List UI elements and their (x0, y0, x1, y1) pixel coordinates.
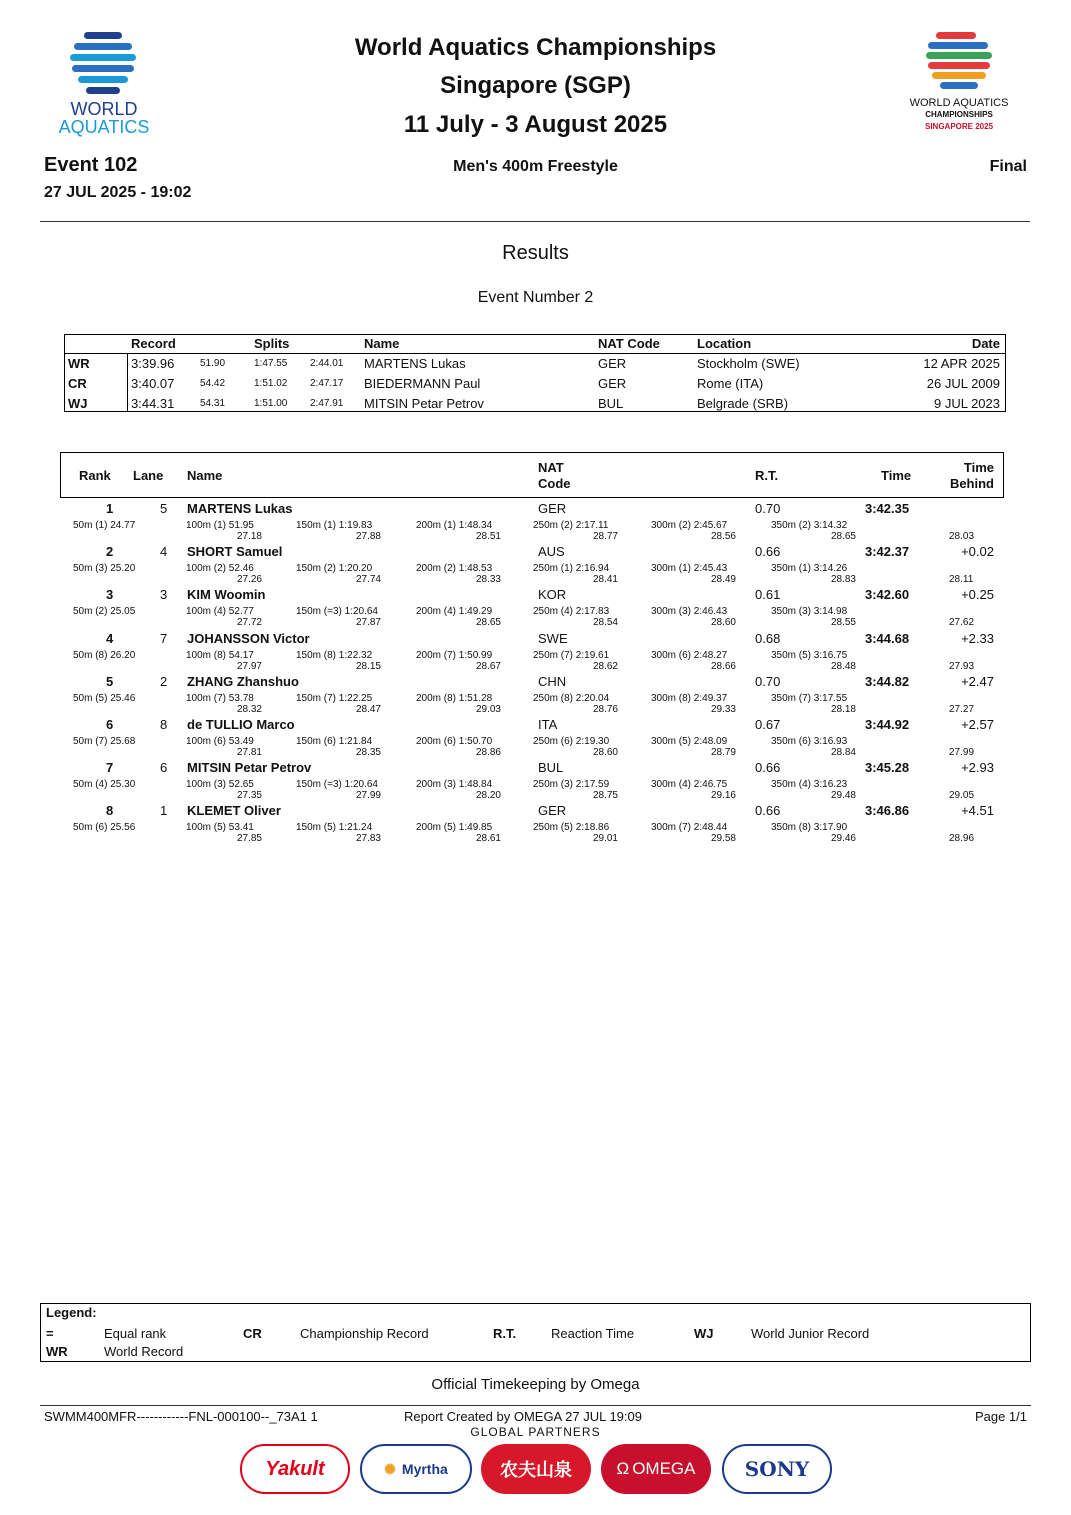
split-cumulative: 150m (2) 1:20.20 (296, 563, 373, 575)
split-lap: 28.18 (830, 703, 856, 715)
records-header-location: Location (697, 336, 752, 351)
result-reaction-time: 0.66 (755, 544, 781, 560)
results-heading: Results (502, 242, 569, 264)
result-time: 3:44.82 (865, 673, 910, 689)
report-code: SWMM400MFR------------FNL-000100--_73A1 1 (44, 1409, 318, 1424)
partner-myrtha-label: Myrtha (401, 1461, 448, 1477)
split-lap: 28.35 (355, 747, 381, 758)
footer-divider (40, 1405, 1031, 1406)
split-lap: 28.76 (592, 703, 618, 715)
legend-value-wj: World Junior Record (751, 1326, 870, 1341)
col-nat: NAT (538, 460, 564, 475)
record-split-3: 2:47.17 (310, 378, 344, 389)
split-lap: 27.83 (355, 833, 381, 845)
result-nat: GER (538, 501, 567, 516)
logo-text-world: WORLD (70, 99, 138, 119)
record-date: 12 APR 2025 (923, 356, 1000, 371)
record-nat: GER (598, 376, 627, 391)
split-cumulative: 250m (2) 2:17.11 (533, 520, 609, 531)
col-time-behind-1: Time (963, 460, 994, 475)
split-lap: 28.83 (830, 574, 856, 586)
result-rank: 3 (106, 587, 114, 603)
split-cumulative: 250m (8) 2:20.04 (533, 692, 610, 704)
split-lap: 28.49 (710, 574, 736, 586)
page-number: Page 1/1 (974, 1409, 1027, 1424)
record-split-2: 1:47.55 (254, 358, 288, 369)
split-cumulative: 350m (5) 3:16.75 (771, 649, 848, 661)
result-time: 3:42.37 (865, 544, 910, 560)
record-time: 3:40.07 (131, 376, 175, 391)
split-lap: 28.79 (710, 747, 736, 758)
split-cumulative: 100m (5) 53.41 (186, 822, 254, 834)
split-lap: 27.97 (236, 660, 262, 672)
split-cumulative: 200m (4) 1:49.29 (416, 606, 493, 618)
col-code: Code (538, 476, 571, 491)
result-time: 3:42.60 (865, 587, 910, 603)
split-lap: 27.87 (355, 617, 381, 629)
result-nat: SWE (538, 630, 568, 646)
split-cumulative: 300m (7) 2:48.44 (651, 822, 728, 834)
split-cumulative: 350m (7) 3:17.55 (771, 692, 848, 704)
split-lap: 28.41 (592, 574, 618, 586)
result-time-behind: +4.51 (961, 803, 994, 819)
result-reaction-time: 0.67 (755, 717, 781, 732)
legend-title: Legend: (46, 1305, 97, 1320)
split-cumulative: 150m (7) 1:22.25 (296, 692, 373, 704)
split-cumulative: 300m (3) 2:46.43 (651, 606, 728, 618)
split-cumulative: 300m (6) 2:48.27 (651, 649, 728, 661)
split-cumulative: 350m (4) 3:16.23 (771, 779, 848, 791)
partner-sony-label: SONY (744, 1457, 810, 1481)
split-cumulative: 300m (2) 2:45.67 (651, 520, 728, 531)
split-last-lap: 28.96 (949, 833, 975, 845)
championships-logo (888, 30, 1030, 138)
split-lap: 27.85 (236, 833, 262, 845)
split-lap: 28.32 (236, 703, 262, 715)
split-lap: 28.51 (475, 531, 501, 542)
split-lap: 28.65 (475, 617, 501, 629)
result-time: 3:42.35 (865, 501, 910, 516)
champ-logo-line3: SINGAPORE 2025 (924, 122, 994, 131)
split-lap: 28.33 (475, 574, 501, 586)
result-reaction-time: 0.68 (755, 630, 781, 646)
record-split-3: 2:47.91 (310, 398, 344, 409)
result-lane: 1 (160, 803, 168, 819)
result-rank: 4 (106, 630, 114, 646)
split-lap: 28.66 (710, 660, 736, 672)
split-cumulative: 100m (3) 52.65 (186, 779, 254, 791)
sun-icon: ✺ (384, 1460, 396, 1477)
event-date: 27 JUL 2025 - 19:02 (44, 184, 192, 201)
result-nat: CHN (538, 673, 567, 689)
split-cumulative: 150m (=3) 1:20.64 (296, 779, 378, 791)
col-name: Name (187, 468, 223, 483)
legend-key-wr: WR (46, 1344, 68, 1359)
split-cumulative: 250m (1) 2:16.94 (533, 563, 610, 575)
result-reaction-time: 0.61 (755, 587, 781, 603)
legend-box (40, 1303, 1031, 1362)
result-time-behind: +2.93 (961, 760, 994, 776)
records-header-divider (65, 353, 1005, 354)
legend-key-wj: WJ (694, 1326, 714, 1341)
result-rank: 7 (106, 760, 114, 776)
result-time: 3:46.86 (865, 803, 910, 819)
partner-myrtha-logo (360, 1444, 472, 1494)
legend-key-rt: R.T. (493, 1326, 517, 1341)
split-lap: 28.55 (830, 617, 856, 629)
record-nat: GER (598, 356, 627, 371)
result-reaction-time: 0.70 (755, 501, 781, 516)
record-code: CR (68, 376, 87, 391)
split-lap: 27.74 (355, 574, 381, 586)
record-holder-name: MITSIN Petar Petrov (364, 396, 484, 411)
result-time-behind: +0.02 (961, 544, 994, 560)
result-time-behind: +0.25 (961, 587, 994, 603)
result-athlete-name: KIM Woomin (187, 587, 266, 603)
split-lap: 27.88 (355, 531, 381, 542)
result-reaction-time: 0.70 (755, 673, 781, 689)
split-lap: 28.56 (710, 531, 736, 542)
result-rank: 8 (106, 803, 114, 819)
split-last-lap: 27.99 (949, 747, 975, 758)
record-holder-name: BIEDERMANN Paul (364, 376, 481, 391)
result-nat: AUS (538, 544, 565, 560)
championships-wave-icon (888, 30, 1030, 94)
split-cumulative: 200m (6) 1:50.70 (416, 736, 493, 747)
result-nat: GER (538, 803, 567, 819)
split-cumulative: 250m (5) 2:18.86 (533, 822, 610, 834)
result-nat: BUL (538, 760, 564, 776)
result-time: 3:44.92 (865, 717, 910, 732)
split-cumulative: 200m (7) 1:50.99 (416, 649, 493, 661)
split-lap: 27.99 (355, 790, 381, 802)
result-lane: 6 (160, 760, 168, 776)
split-cumulative: 150m (8) 1:22.32 (296, 649, 373, 661)
split-lap: 28.47 (355, 703, 381, 715)
event-phase: Final (989, 158, 1027, 175)
split-cumulative: 250m (6) 2:19.30 (533, 736, 610, 747)
legend-value-rt: Reaction Time (551, 1326, 635, 1341)
col-time: Time (881, 468, 912, 483)
split-cumulative: 350m (2) 3:14.32 (771, 520, 848, 531)
result-lane: 2 (160, 673, 168, 689)
split-lap: 27.26 (236, 574, 262, 586)
legend-value-wr: World Record (104, 1344, 184, 1359)
col-rank: Rank (79, 468, 111, 483)
partner-yakult-logo (240, 1444, 350, 1494)
split-lap: 28.15 (355, 660, 381, 672)
split-lap: 28.61 (475, 833, 501, 845)
records-code-divider (127, 353, 128, 411)
record-split-1: 54.42 (200, 378, 226, 389)
record-split-1: 54.31 (200, 398, 226, 409)
split-cumulative: 200m (1) 1:48.34 (416, 520, 493, 531)
event-number: Event Number 2 (477, 289, 594, 306)
result-rank: 5 (106, 673, 114, 689)
col-rt: R.T. (755, 468, 779, 483)
split-cumulative: 100m (8) 54.17 (186, 649, 254, 661)
split-50m: 50m (3) 25.20 (73, 563, 136, 575)
result-lane: 7 (160, 630, 168, 646)
records-header-date: Date (971, 336, 1000, 351)
split-cumulative: 200m (5) 1:49.85 (416, 822, 493, 834)
split-lap: 28.67 (475, 660, 501, 672)
split-50m: 50m (2) 25.05 (73, 606, 136, 618)
split-cumulative: 300m (8) 2:49.37 (651, 692, 728, 704)
split-lap: 28.77 (592, 531, 618, 542)
col-lane: Lane (133, 468, 164, 483)
page-title-line1: World Aquatics Championships (354, 34, 717, 61)
split-lap: 28.48 (830, 660, 856, 672)
split-50m: 50m (5) 25.46 (73, 692, 136, 704)
split-cumulative: 350m (6) 3:16.93 (771, 736, 848, 747)
partner-omega-logo (601, 1444, 711, 1494)
result-time-behind: +2.57 (961, 717, 994, 732)
report-created: Report Created by OMEGA 27 JUL 19:09 (404, 1409, 642, 1424)
split-lap: 28.75 (592, 790, 618, 802)
partner-sony-logo (722, 1444, 832, 1494)
result-athlete-name: de TULLIO Marco (187, 717, 295, 732)
record-holder-name: MARTENS Lukas (364, 356, 466, 371)
result-lane: 8 (160, 717, 168, 732)
event-name: Men's 400m Freestyle (453, 158, 618, 175)
result-lane: 4 (160, 544, 168, 560)
split-cumulative: 100m (7) 53.78 (186, 692, 254, 704)
omega-icon: Ω (616, 1459, 630, 1478)
split-cumulative: 150m (=3) 1:20.64 (296, 606, 378, 618)
logo-text-aquatics: AQUATICS (58, 117, 150, 137)
record-location: Rome (ITA) (697, 376, 764, 391)
result-athlete-name: MARTENS Lukas (187, 501, 293, 516)
split-lap: 27.35 (236, 790, 262, 802)
result-athlete-name: JOHANSSON Victor (187, 630, 310, 646)
record-code: WR (68, 356, 90, 371)
legend-key-equal: = (46, 1326, 54, 1341)
timekeeping-note: Official Timekeeping by Omega (431, 1376, 640, 1393)
split-50m: 50m (7) 25.68 (73, 736, 136, 747)
result-time: 3:44.68 (865, 630, 910, 646)
legend-value-cr: Championship Record (300, 1326, 429, 1341)
champ-logo-line1: WORLD AQUATICS (909, 97, 1009, 109)
split-cumulative: 250m (3) 2:17.59 (533, 779, 610, 791)
split-cumulative: 300m (4) 2:46.75 (651, 779, 728, 791)
legend-value-equal: Equal rank (104, 1326, 167, 1341)
partner-nongfu-logo (481, 1444, 591, 1494)
split-last-lap: 27.27 (949, 703, 975, 715)
split-cumulative: 300m (1) 2:45.43 (651, 563, 728, 575)
record-time: 3:44.31 (131, 396, 175, 411)
partner-nongfu-label: 农夫山泉 (500, 1460, 572, 1480)
split-lap: 28.86 (475, 747, 501, 758)
split-cumulative: 300m (5) 2:48.09 (651, 736, 728, 747)
result-nat: ITA (538, 717, 558, 732)
split-cumulative: 150m (6) 1:21.84 (296, 736, 373, 747)
legend-key-cr: CR (243, 1326, 262, 1341)
split-lap: 29.03 (475, 703, 501, 715)
record-location: Stockholm (SWE) (697, 356, 800, 371)
split-cumulative: 100m (4) 52.77 (186, 606, 254, 618)
split-lap: 29.58 (710, 833, 736, 845)
split-cumulative: 200m (3) 1:48.84 (416, 779, 493, 791)
partners-title: GLOBAL PARTNERS (470, 1425, 601, 1439)
split-lap: 28.65 (830, 531, 856, 542)
split-50m: 50m (1) 24.77 (73, 520, 136, 531)
record-date: 26 JUL 2009 (926, 376, 1000, 391)
record-nat: BUL (598, 396, 624, 411)
result-rank: 1 (106, 501, 114, 516)
result-rank: 2 (106, 544, 114, 560)
col-time-behind-2: Behind (949, 476, 994, 491)
split-50m: 50m (8) 26.20 (73, 649, 136, 661)
partner-yakult-label: Yakult (265, 1457, 325, 1480)
record-split-1: 51.90 (200, 358, 226, 369)
result-nat: KOR (538, 587, 567, 603)
record-split-3: 2:44.01 (310, 358, 344, 369)
result-lane: 5 (160, 501, 168, 516)
page-title-line2: Singapore (SGP) (440, 72, 631, 99)
split-lap: 28.84 (830, 747, 856, 758)
result-rank: 6 (106, 717, 114, 732)
split-last-lap: 28.11 (949, 574, 974, 586)
split-50m: 50m (6) 25.56 (73, 822, 136, 834)
split-cumulative: 100m (1) 51.95 (186, 520, 254, 531)
split-lap: 29.33 (710, 703, 736, 715)
split-last-lap: 27.93 (949, 660, 975, 672)
result-reaction-time: 0.66 (755, 803, 781, 819)
split-lap: 28.62 (592, 660, 618, 672)
result-time: 3:45.28 (865, 760, 910, 776)
result-athlete-name: ZHANG Zhanshuo (187, 673, 299, 689)
split-cumulative: 100m (6) 53.49 (186, 736, 254, 747)
records-header-nat: NAT Code (598, 336, 660, 351)
records-header-name: Name (364, 336, 400, 351)
result-time-behind: +2.47 (961, 673, 994, 689)
split-last-lap: 28.03 (949, 531, 975, 542)
records-header-splits: Splits (254, 336, 290, 351)
result-time-behind: +2.33 (961, 630, 994, 646)
split-lap: 28.60 (710, 617, 736, 629)
event-id: Event 102 (44, 154, 138, 176)
split-lap: 27.72 (236, 617, 262, 629)
split-cumulative: 350m (3) 3:14.98 (771, 606, 848, 618)
record-code: WJ (68, 396, 88, 411)
split-cumulative: 200m (2) 1:48.53 (416, 563, 493, 575)
split-cumulative: 250m (4) 2:17.83 (533, 606, 610, 618)
split-lap: 29.16 (710, 790, 736, 802)
record-split-2: 1:51.02 (254, 378, 288, 389)
split-lap: 28.54 (592, 617, 618, 629)
split-50m: 50m (4) 25.30 (73, 779, 136, 791)
split-cumulative: 100m (2) 52.46 (186, 563, 254, 575)
record-date: 9 JUL 2023 (933, 396, 1000, 411)
page-title-line3: 11 July - 3 August 2025 (403, 111, 668, 138)
split-last-lap: 29.05 (949, 790, 975, 802)
split-last-lap: 27.62 (949, 617, 975, 629)
split-lap: 28.20 (475, 790, 501, 802)
result-athlete-name: MITSIN Petar Petrov (187, 760, 312, 776)
split-cumulative: 150m (5) 1:21.24 (296, 822, 373, 834)
split-lap: 29.46 (830, 833, 856, 845)
header-divider (40, 221, 1030, 222)
records-header-record: Record (131, 336, 176, 351)
record-split-2: 1:51.00 (254, 398, 288, 409)
result-athlete-name: SHORT Samuel (187, 544, 283, 560)
split-cumulative: 200m (8) 1:51.28 (416, 692, 493, 704)
split-cumulative: 150m (1) 1:19.83 (296, 520, 373, 531)
split-cumulative: 350m (1) 3:14.26 (771, 563, 848, 575)
split-lap: 27.18 (236, 531, 262, 542)
split-lap: 28.60 (592, 747, 618, 758)
partner-omega-label: OMEGA (632, 1459, 696, 1478)
split-lap: 27.81 (236, 747, 262, 758)
split-lap: 29.48 (830, 790, 856, 802)
result-athlete-name: KLEMET Oliver (187, 803, 281, 819)
record-location: Belgrade (SRB) (697, 396, 789, 411)
split-lap: 29.01 (592, 833, 618, 845)
result-reaction-time: 0.66 (755, 760, 781, 776)
split-cumulative: 350m (8) 3:17.90 (771, 822, 848, 834)
record-time: 3:39.96 (131, 356, 175, 371)
champ-logo-line2: CHAMPIONSHIPS (925, 110, 993, 119)
result-lane: 3 (160, 587, 168, 603)
split-cumulative: 250m (7) 2:19.61 (533, 649, 610, 661)
